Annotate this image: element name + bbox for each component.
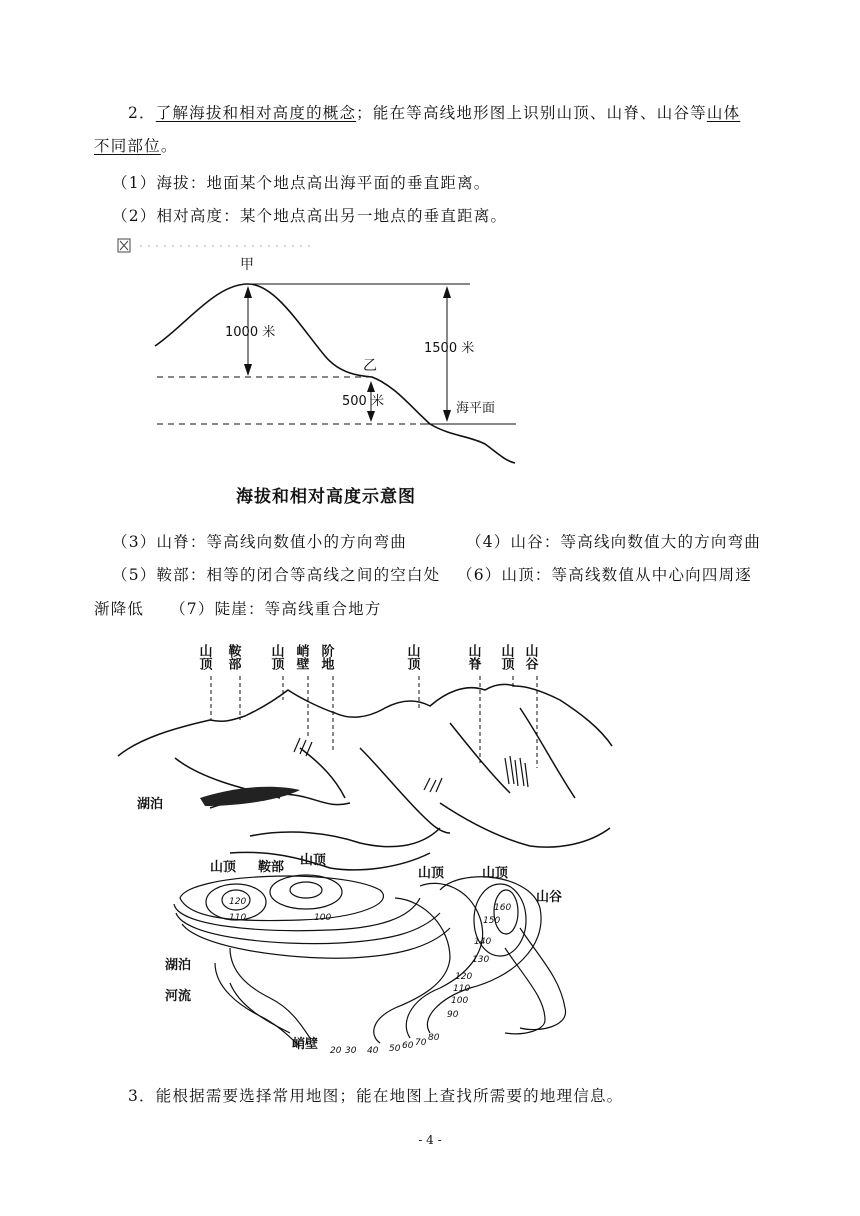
section2-line1 — [128, 101, 740, 123]
label-sea-level: 海平面 — [456, 401, 496, 416]
contour-140: 140 — [474, 937, 492, 947]
map-label-peak1: 山顶 — [210, 860, 237, 875]
definition-relative-height: （2）相对高度：某个地点高出另一地点的垂直距离。 — [112, 207, 508, 225]
definition-peak-b-text: 渐降低 — [94, 600, 145, 618]
map-label-peak4: 山顶 — [482, 866, 509, 881]
contour-20: 20 — [330, 1046, 342, 1056]
section2-concept-underlined: 了解海拔和相对高度的概念 — [155, 104, 357, 122]
definition-cliff: （7）陡崖：等高线重合地方 — [170, 600, 382, 618]
contour-60: 60 — [402, 1041, 414, 1051]
contour-70: 70 — [415, 1038, 427, 1048]
label-low-height: 500 米 — [342, 394, 384, 409]
section2-line2 — [94, 134, 178, 156]
label-jia: 甲 — [240, 257, 254, 273]
label-yi: 乙 — [363, 358, 377, 374]
top-label-peak2: 山顶 — [268, 644, 284, 670]
top-label-terrace: 阶地 — [318, 644, 334, 670]
top-label-ridge: 山脊 — [465, 644, 481, 670]
top-label-saddle: 鞍部 — [225, 644, 241, 670]
page-number: - 4 - — [418, 1133, 442, 1147]
contour-110-left: 110 — [229, 913, 247, 923]
mountain-sketch — [118, 684, 612, 870]
contour-130: 130 — [472, 955, 490, 965]
contour-90: 90 — [447, 1010, 459, 1020]
label-relative-height: 1000 米 — [225, 325, 276, 340]
lake-shape — [200, 787, 300, 806]
map-label-lake: 湖泊 — [165, 958, 192, 973]
top-label-peak3: 山顶 — [404, 644, 420, 670]
map-label-peak3: 山顶 — [418, 866, 445, 881]
section2-number: 2． — [128, 104, 156, 122]
section2-parts-underlined-a: 山体 — [706, 104, 741, 122]
definition-valley: （4）山谷：等高线向数值大的方向弯曲 — [466, 533, 761, 551]
contour-30: 30 — [345, 1046, 357, 1056]
contour-50: 50 — [389, 1044, 401, 1054]
section3: 3．能根据需要选择常用地图；能在地图上查找所需要的地理信息。 — [128, 1087, 624, 1105]
label-altitude: 1500 米 — [424, 341, 475, 356]
contour-110-right: 110 — [453, 984, 471, 994]
map-label-peak2: 山顶 — [300, 853, 327, 868]
contour-40: 40 — [367, 1046, 379, 1056]
section2-middle-text: ；能在等高线地形图上识别山顶、山脊、山谷等 — [356, 104, 707, 122]
contour-160: 160 — [494, 903, 512, 913]
terrain-profile — [155, 284, 515, 463]
top-label-peak4: 山顶 — [498, 644, 514, 670]
definition-peak-a: （6）山顶：等高线数值从中心向四周逐 — [457, 566, 752, 584]
map-label-cliff: 峭壁 — [292, 1037, 319, 1052]
sketch-label-lake: 湖泊 — [137, 797, 164, 812]
landform-contour-diagram — [0, 628, 860, 1068]
map-label-saddle: 鞍部 — [258, 860, 285, 875]
definition-saddle: （5）鞍部：相等的闭合等高线之间的空白处 — [112, 566, 441, 584]
top-label-cliff: 峭壁 — [293, 644, 309, 670]
definition-altitude: （1）海拔：地面某个地点高出海平面的垂直距离。 — [112, 174, 491, 192]
map-label-valley: 山谷 — [536, 890, 563, 905]
contour-150: 150 — [483, 916, 501, 926]
section2-end: 。 — [160, 137, 178, 155]
map-label-river: 河流 — [165, 989, 192, 1004]
top-label-peak1: 山顶 — [196, 644, 212, 670]
top-label-valley: 山谷 — [522, 644, 538, 670]
definition-ridge: （3）山脊：等高线向数值小的方向弯曲 — [112, 533, 407, 551]
contour-120-left: 120 — [229, 897, 247, 907]
altitude-diagram — [0, 236, 860, 476]
contour-100-left: 100 — [314, 913, 332, 923]
section2-parts-underlined-b: 不同部位 — [94, 137, 161, 155]
image-placeholder-icon — [118, 239, 130, 252]
contour-100-right: 100 — [451, 996, 469, 1006]
definition-peak-b — [94, 597, 382, 619]
altitude-diagram-caption: 海拔和相对高度示意图 — [236, 487, 416, 507]
contour-80: 80 — [428, 1033, 440, 1043]
contour-120-right: 120 — [455, 972, 473, 982]
